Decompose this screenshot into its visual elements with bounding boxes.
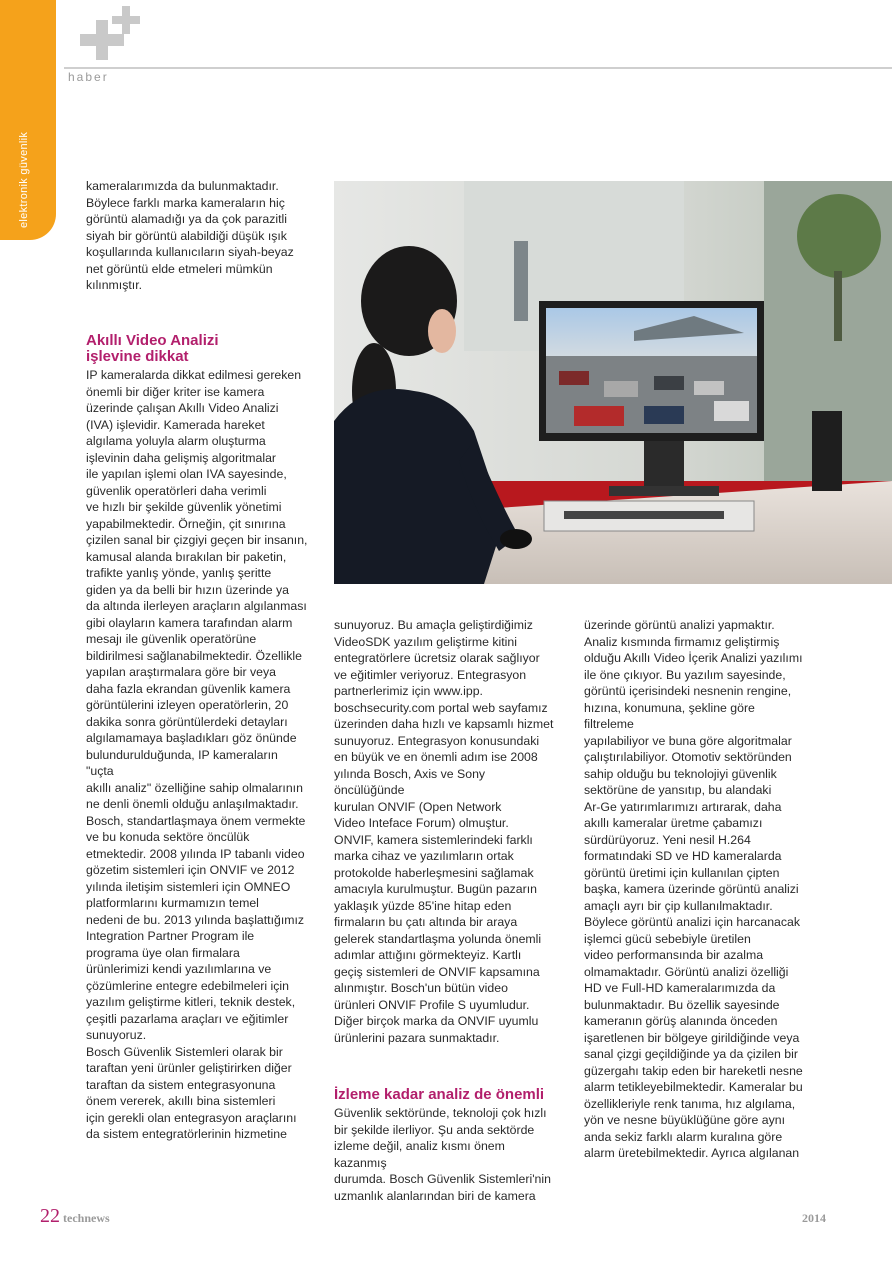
woman-monitoring-parking-camera-photo [334, 181, 892, 584]
column-3-paragraph: üzerinde görüntü analizi yapmaktır. Analiz kısmında firmamız geliştirmiş olduğu Akıllı Video İçerik Analizi yazılımı ile öne çıkıyor. Bu yazılım sayesinde, görüntü içerisindeki nesnenin rengine, hızına, konumuna, şekline göre filtreleme yapılabiliyor ve buna göre algoritmalar çalıştırılabiliyor. Otomotiv sektöründen sahip olduğu bu teknolojiyi güvenlik sektörüne de yansıtıp, bu alandaki Ar-Ge yatırımlarımızı artırarak, daha akıllı kameralar üretme çabamızı sürdürüyoruz. Yeni nesil H.264 formatındaki SD ve HD kameralarda görüntü üretimi için kullanılan çipten başka, kamera üzerinde görüntü analizi amaçlı ayrı bir çip kullanılmaktadır. Böylece görüntü analizi için harcanacak işlemci gücü sebebiyle üretilen video performansında bir azalma olmamaktadır. Görüntü analizi özelliği HD ve Full-HD kameralarımızda da bulunmaktadır. Bu özellik sayesinde kameranın görüş alanında önceden işaretlenen bir bölgeye girildiğinde veya sanal çizgi geçildiğinde ya da çizilen bir güzergahı takip eden bir hareketli nesne alarm tetikleyebilmektedir. Kameralar bu özellikleriyle renk tanıma, hız algılama, yön ve nesne büyüklüğüne göre aynı anda sekiz farklı alarm kuralına göre alarm üretebilmektedir. Ayrıca algılanan [584, 618, 803, 1160]
page-number: 22 [40, 1205, 60, 1227]
column-2-body [334, 617, 556, 1046]
column-1-paragraph: IP kameralarda dikkat edilmesi gereken önemli bir diğer kriter ise kamera üzerinde çalışan Akıllı Video Analizi (IVA) işlevidir. Kamerada hareket algılama yoluyla alarm oluşturma işlevinin daha gelişmiş algoritmalar ile yapılan işlemi olan IVA sayesinde, güvenlik operatörleri daha verimli ve hızlı bir şekilde güvenlik yönetimi yapabilmektedir. Örneğin, çit sınırına çizilen sanal bir çizgiyi geçen bir insanın, kamusal alanda bırakılan bir paketin, trafikte yanlış yönde, yanlış şeritte giden ya da belli bir hızın üzerinde ya da altında ilerleyen araçların algılanması gibi olayların kamera tarafından alarm mesajı ile güvenlik operatörüne bildirilmesi sağlanabilmektedir. Özellikle yapılan araştırmalara göre bir veya daha fazla ekrandan güvenlik kamera görüntülerini izleyen operatörlerin, 20 dakika sonra görüntülerdeki detayları algılamamaya başladıkları göz önünde bulundurulduğunda, IP kameraların "uçta akıllı analiz" özelliğine sahip olmalarının ne denli önemli olduğu anlaşılmaktadır. Bosch, standartlaşmaya önem vermekte ve bu konuda sektöre öncülük etmektedir. 2008 yılında IP tabanlı video gözetim sistemleri için ONVIF ve 2012 yılında iletişim sistemleri için OMNEO platformlarını kurmamızın temel nedeni de bu. 2013 yılında başlattığımız Integration Partner Program ile programa üye olan firmalara ürünlerimizi kendi yazılımlarına ve çözümlerine entegre edebilmeleri için yazılım geliştirme kitleri, teknik destek, çeşitli pazarlama araçları ve eğitimler sunuyoruz. Bosch Güvenlik Sistemleri olarak bir taraftan yeni ürünler geliştirirken diğer taraftan da sistem entegrasyonuna önem vererek, akıllı bina sistemleri için gerekli olan entegrasyon araçlarını da sistem entegratörlerinin hizmetine [86, 368, 308, 1141]
heading-izleme-kadar-analiz: İzleme kadar analiz de önemli [334, 1086, 545, 1103]
column-2-paragraph: sunuyoruz. Bu amaçla geliştirdiğimiz VideoSDK yazılım geliştirme kitini entegratörlere ücretsiz olarak sağlıyor ve eğitimler veriyoruz. Entegrasyon partnerlerimiz için www.ipp. boschsecurity.com portal web sayfamız üzerinden daha hızlı ve kapsamlı hizmet sunuyoruz. Entegrasyon konusundaki en büyük ve en önemli adım ise 2008 yılında Bosch, Axis ve Sony öncülüğünde kurulan ONVIF (Open Network Video Inteface Forum) olmuştur. ONVIF, kamera sistemlerindeki farklı marka cihaz ve yazılımların ortak protokolde haberleşmesini sağlamak amacıyla kurulmuştur. Bugün pazarın yaklaşık yüzde 85'ine hitap eden firmaların bu çatı altında bir araya gelerek standartlaşma yolunda önemli adımlar attığını görmekteyiz. Kartlı geçiş sistemleri de ONVIF kapsamına alınmıştır. Bosch'un bütün video ürünleri ONVIF Profile S uyumludur. Diğer birçok marka da ONVIF uyumlu ürünlerini pazara sunmaktadır. [334, 618, 554, 1045]
column-3-body [584, 617, 808, 1162]
column-2-body-2 [334, 1105, 556, 1204]
intro-paragraph: kameralarımızda da bulunmaktadır. Böylece farklı marka kameraların hiç görüntü alamadığı ya da çok parazitli siyah bir görüntü alabildiği düşük ışık koşullarında kullanıcıların siyah-beyaz net görüntü elde etmeleri mümkün kılınmıştır. [86, 179, 294, 292]
plus-cross-icon [80, 6, 144, 62]
column-1-intro [86, 178, 308, 294]
issue-year: 2014 [802, 1211, 826, 1225]
heading-akilli-video-analizi: Akıllı Video Analizi işlevine dikkat [86, 332, 219, 365]
header-divider [64, 67, 892, 69]
section-tag: haber [68, 70, 109, 84]
column-2-paragraph-2: Güvenlik sektöründe, teknoloji çok hızlı bir şekilde ilerliyor. Şu anda sektörde izleme değil, analiz kısmı önem kazanmış durumda. Bosch Güvenlik Sistemleri'nin uzmanlık alanlarından biri de kamera [334, 1106, 551, 1203]
side-tab-label: elektronik güvenlik [18, 131, 30, 228]
column-1-body [86, 367, 308, 1143]
magazine-brand: technews [63, 1211, 110, 1225]
